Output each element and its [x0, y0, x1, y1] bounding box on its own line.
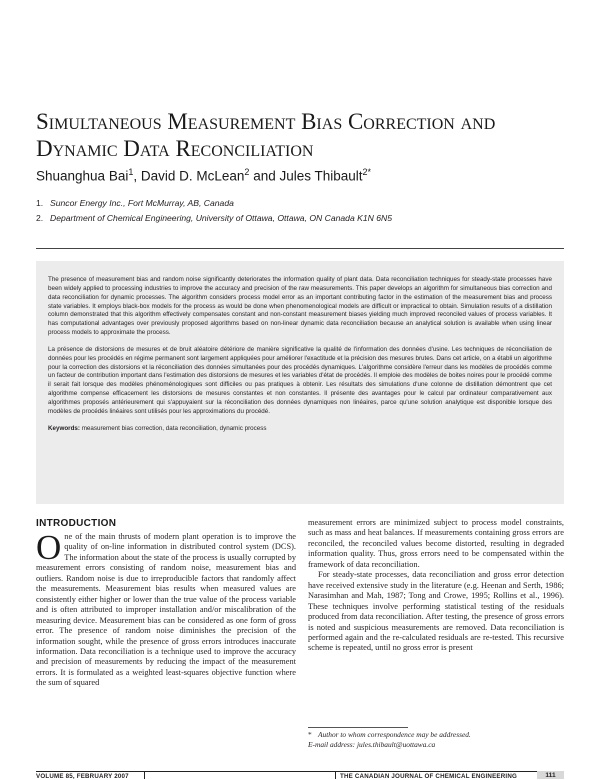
- author-name: Shuanghua Bai: [36, 168, 129, 184]
- footer-volume: VOLUME 85, FEBRUARY 2007: [36, 773, 129, 780]
- keywords: [48, 425, 552, 434]
- abstract-english: The presence of measurement bias and random noise significantly deteriorates the information quality of plant data. Data reconciliation techniques for steady-state processes have been widely applied to processing industries to improve the accuracy and precision of the raw measurements. This paper develops an algorithm for simultaneous bias correction and data reconciliation for dynamic processes. The algorithm considers process model error as an important contributing factor in the estimation of the measurement bias and process state variables. It employs black-box models for the process as would be done when phenomenological models are difficult or impractical to obtain. Simulation results of a distillation column demonstrated that this algorithm effectively compensates constant and non-constant measurement biases yielding much improved reconciled values of process variables. It has computational advantages over previously proposed algorithms based on non-linear dynamic data reconciliation because an analytical solution is available when using linear process models to approximate the process.: [48, 276, 552, 337]
- affiliation-number: 1.: [36, 198, 44, 208]
- footer-divider: [36, 771, 564, 772]
- footnote-marker: *: [308, 730, 312, 739]
- footnote-divider: [308, 727, 408, 728]
- affiliation-list: [36, 196, 576, 226]
- footer-journal: THE CANADIAN JOURNAL OF CHEMICAL ENGINEERING: [340, 773, 518, 780]
- affiliation-item: [36, 196, 576, 211]
- footnote-email: E-mail address: jules.thibault@uottawa.ca: [308, 740, 436, 749]
- keywords-text: measurement bias correction, data reconciliation, dynamic process: [81, 424, 267, 432]
- author-name: David D. McLean: [140, 168, 245, 184]
- affiliation-number: 2.: [36, 213, 44, 223]
- intro-paragraph: [36, 528, 296, 689]
- footnotes: [308, 730, 564, 750]
- keywords-label: Keywords:: [48, 424, 80, 432]
- footnote-text: Author to whom correspondence may be addressed.: [318, 730, 471, 739]
- body-paragraph: measurement errors are minimized subject to process model constraints, such as mass and heat balances. If measurements containing gross errors are reconciled, the reconciled values become distorted, resulting in degraded information quality. Thus, gross errors need to be compensated within the framework of data reconciliation.: [308, 518, 564, 569]
- footnote-corresponding: [308, 730, 564, 740]
- body-paragraph: For steady-state processes, data reconciliation and gross error detection have received extensive study in the literature (e.g. Heenan and Serth, 1986; Narasimhan and Mah, 1987; Tong and Crowe, 1995; Rollins et al., 1996). These techniques involve performing statistical testing of the residuals produced from data reconciliation. After testing, the presence of gross errors is noted and suspicious measurements are removed. Data reconciliation is performed again and the re-calculated residuals are re-tested. This recursive scheme is repeated, until no gross error is present: [308, 570, 564, 653]
- affiliation-item: [36, 211, 576, 226]
- drop-cap: O: [36, 528, 62, 567]
- author-list: [36, 167, 576, 184]
- author-separator: ,: [133, 168, 141, 184]
- author-affiliation-marker: 2*: [362, 167, 372, 177]
- footer-separator: [144, 772, 145, 779]
- abstract-box: [36, 261, 564, 504]
- author-affiliation-marker: 2: [244, 167, 250, 177]
- page-number: 111: [537, 771, 564, 779]
- left-column: [36, 518, 296, 689]
- abstract-french: La présence de distorsions de mesures et de bruit aléatoire détériore de manière significative la qualité de l'information des données d'usine. Les techniques de réconciliation de données pour les procédés en régime permanent sont largement appliquées pour améliorer l'exactitude et la précision des mesures brutes. Dans cet article, on a établi un algorithme pour la correction des distorsions et la réconciliation des données simultanées pour des procédés dynamiques. L'algorithme considère l'erreur dans les modèles de procédés comme un facteur de contribution important dans l'estimation des distorsions de mesures et les variables d'état de procédés. Il emploie des modèles de boites noires pour le procédé comme il serait fait lorsque des modèles phénoménologiques sont difficiles ou pas pratiques à obtenir. Les résultats des simulations d'une colonne de distillation démontrent que cet algorithme compense efficacement les distorsions de mesures constantes et non constantes. Il présente des avantages pour le calcul par ordinateur comparativement aux algorithmes proposés antérieurement qui s'appuyaient sur la réconciliation des données dynamiques non linéaires, parce qu'une solution analytique est disponible lorsque des modèles de procédés linéaires sont utilisés pour les approximations du procédé.: [48, 345, 552, 415]
- right-column: [308, 518, 564, 654]
- header-divider: [36, 248, 564, 249]
- affiliation-text: Department of Chemical Engineering, University of Ottawa, Ottawa, ON Canada K1N 6N5: [50, 213, 392, 223]
- author-affiliation-marker: 1: [128, 167, 134, 177]
- affiliation-text: Suncor Energy Inc., Fort McMurray, AB, Canada: [50, 198, 234, 208]
- author-separator: and: [249, 168, 280, 184]
- footer-separator: [335, 772, 336, 779]
- article-title: Simultaneous Measurement Bias Correction and Dynamic Data Reconciliation: [36, 109, 496, 161]
- author-name: Jules Thibault: [279, 168, 363, 184]
- intro-paragraph-text: ne of the main thrusts of modern plant operation is to improve the quality of on-line information in distributed control system (DCS). The information about the state of the process is usually corrupted by measurement errors consisting of random noise, measurement bias and outliers. Random noise is due to irreproducible factors that randomly affect the measurements. Measurement bias results when measured values are consistently either higher or lower than the true value of the process variable and is often attributed to improper installation and/or miscalibration of the measuring device. Measurement bias can be considered as one form of gross error. The presence of random noise diminishes the precision of the information sought, while the presence of gross errors introduces inaccurate information. Data reconciliation is a technique used to improve the accuracy and precision of measurements by reducing the impact of the measurement errors. It is formulated as a weighted least-squares objective function where the sum of squared: [36, 532, 296, 688]
- section-heading-introduction: INTRODUCTION: [36, 518, 117, 529]
